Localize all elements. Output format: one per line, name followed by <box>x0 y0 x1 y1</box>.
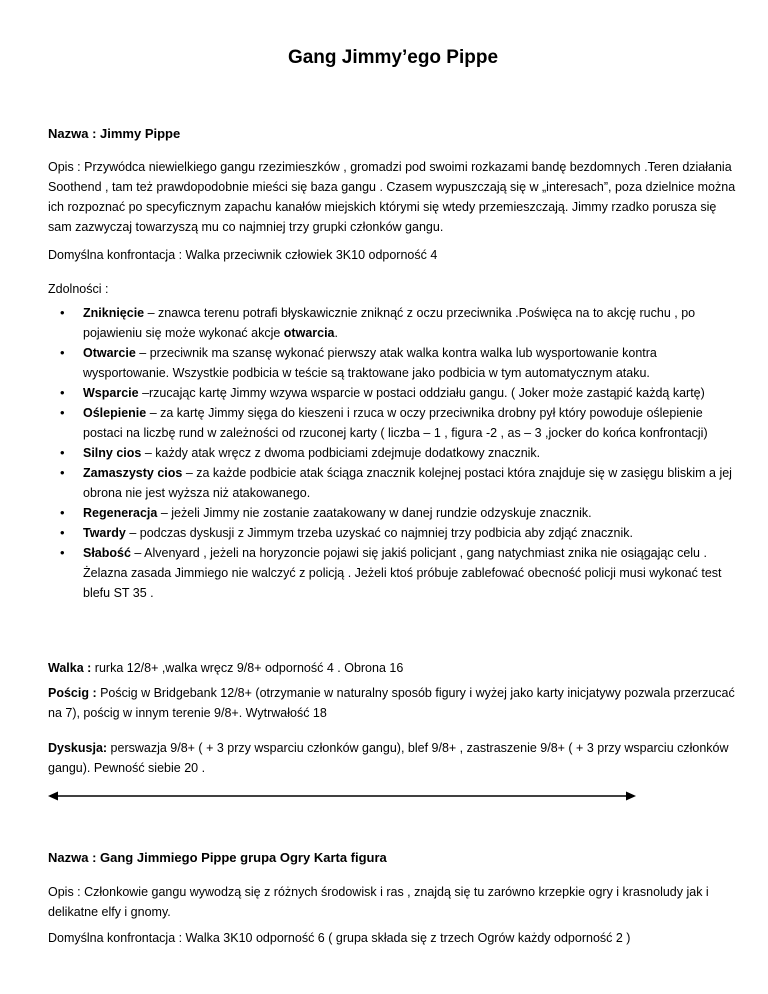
ability-item <box>48 463 738 503</box>
ability-item <box>48 343 738 383</box>
ability-text: – jeżeli Jimmy nie zostanie zaatakowany w danej rundzie odzyskuje znacznik. <box>157 506 592 520</box>
ability-text: – znawca terenu potrafi błyskawicznie zniknąć z oczu przeciwnika .Poświęca na to akcję ruchu , po pojawieniu się może wykonać akcje <box>83 306 696 340</box>
abilities-label: Zdolności : <box>48 282 109 296</box>
ability-item <box>48 443 738 463</box>
ability-name: Otwarcie <box>83 346 136 360</box>
ability-item <box>48 303 738 343</box>
ability-text: –rzucając kartę Jimmy wzywa wsparcie w postaci oddziału gangu. ( Joker może zastąpić każdą kartę) <box>138 386 705 400</box>
ability-text: – Alvenyard , jeżeli na horyzoncie pojawi się jakiś policjant , gang natychmiast znika nie osiągając celu . Żelazna zasada Jimmiego nie walczyć z policją . Jeżeli ktoś próbuje zablefować obecność policji musi wykonać test blefu ST 35 . <box>83 546 722 600</box>
section1-description: Opis : Przywódca niewielkiego gangu rzezimieszków , gromadzi pod swoimi rozkazami bandę bezdomnych .Teren działania Soothend , tam też prawdopodobnie mieści się baza gangu . Czasem wypuszczają się w „interesach”, poza dzielnice można ich rozpoznać po specyficznym zapachu kanałów miejskich którymi się wtedy przemieszczają. Jimmy rzadko porusza się sam zazwyczaj towarzyszą mu co najmniej trzy grupki członków gangu. <box>48 160 736 234</box>
ability-text: – przeciwnik ma szansę wykonać pierwszy atak walka kontra walka lub wysportowanie kontra wysportowanie. Wszystkie podbicia w teście są traktowane jako podbicia w tym automatycznym ataku. <box>83 346 657 380</box>
ability-text: – za każde podbicie atak ściąga znacznik kolejnej postaci która znajduje się w zasięgu bliskim a jej obrona nie jest wyższa niż atakowanego. <box>83 466 732 500</box>
section2-description: Opis : Członkowie gangu wywodzą się z różnych środowisk i ras , znajdą się tu zarówno krzepkie ogry i krasnoludy jak i delikatne elfy i gnomy. <box>48 885 709 919</box>
ability-name: Oślepienie <box>83 406 147 420</box>
combat-label: Walka : <box>48 661 92 675</box>
ability-name: Słabość <box>83 546 131 560</box>
chase-label: Pościg : <box>48 686 97 700</box>
ability-name: Silny cios <box>83 446 142 460</box>
ability-name: Zamaszysty cios <box>83 466 183 480</box>
chase-stats <box>48 683 738 723</box>
ability-text: – podczas dyskusji z Jimmym trzeba uzyskać co najmniej trzy podbicia aby zdjąć znacznik. <box>125 526 633 540</box>
ability-tail-end: . <box>334 326 338 340</box>
ability-name: Regeneracja <box>83 506 158 520</box>
ability-text: – każdy atak wręcz z dwoma podbiciami zdejmuje dodatkowy znacznik. <box>141 446 541 460</box>
combat-text: rurka 12/8+ ,walka wręcz 9/8+ odporność 4 . Obrona 16 <box>91 661 404 675</box>
section1-default-confrontation: Domyślna konfrontacja : Walka przeciwnik człowiek 3K10 odporność 4 <box>48 248 438 262</box>
section2-name: Nazwa : Gang Jimmiego Pippe grupa Ogry Karta figura <box>48 850 387 865</box>
abilities-list <box>48 303 738 603</box>
discussion-stats <box>48 738 738 778</box>
chase-text: Pościg w Bridgebank 12/8+ (otrzymanie w naturalny sposób figury i wyżej jako karty inicjatywy pozwala przerzucać na 7), pościg w innym terenie 9/8+. Wytrwałość 18 <box>48 686 735 720</box>
ability-name: Zniknięcie <box>83 306 145 320</box>
ability-item <box>48 523 738 543</box>
double-arrow-divider <box>48 786 636 806</box>
section1-name: Nazwa : Jimmy Pippe <box>48 126 181 141</box>
ability-item <box>48 503 738 523</box>
combat-stats <box>48 658 738 678</box>
ability-text: – za kartę Jimmy sięga do kieszeni i rzuca w oczy przeciwnika drobny pył który powoduje oślepienie postaci na liczbę rund w zależności od rzuconej karty ( liczba – 1 , figura -2 , as – 3 ,jocker do końca konfrontacji) <box>83 406 708 440</box>
discussion-label: Dyskusja: <box>48 741 108 755</box>
document-title: Gang Jimmy’ego Pippe <box>287 47 499 68</box>
ability-item <box>48 383 738 403</box>
section2-default-confrontation: Domyślna konfrontacja : Walka 3K10 odporność 6 ( grupa składa się z trzech Ogrów każdy odporność 2 ) <box>48 931 631 945</box>
ability-bold-tail: otwarcia <box>283 326 335 340</box>
ability-item <box>48 403 738 443</box>
ability-name: Wsparcie <box>83 386 139 400</box>
ability-name: Twardy <box>83 526 126 540</box>
ability-item <box>48 543 738 603</box>
discussion-text: perswazja 9/8+ ( + 3 przy wsparciu członków gangu), blef 9/8+ , zastraszenie 9/8+ ( + 3 przy wsparciu członków gangu). Pewność siebie 20 . <box>48 741 729 775</box>
